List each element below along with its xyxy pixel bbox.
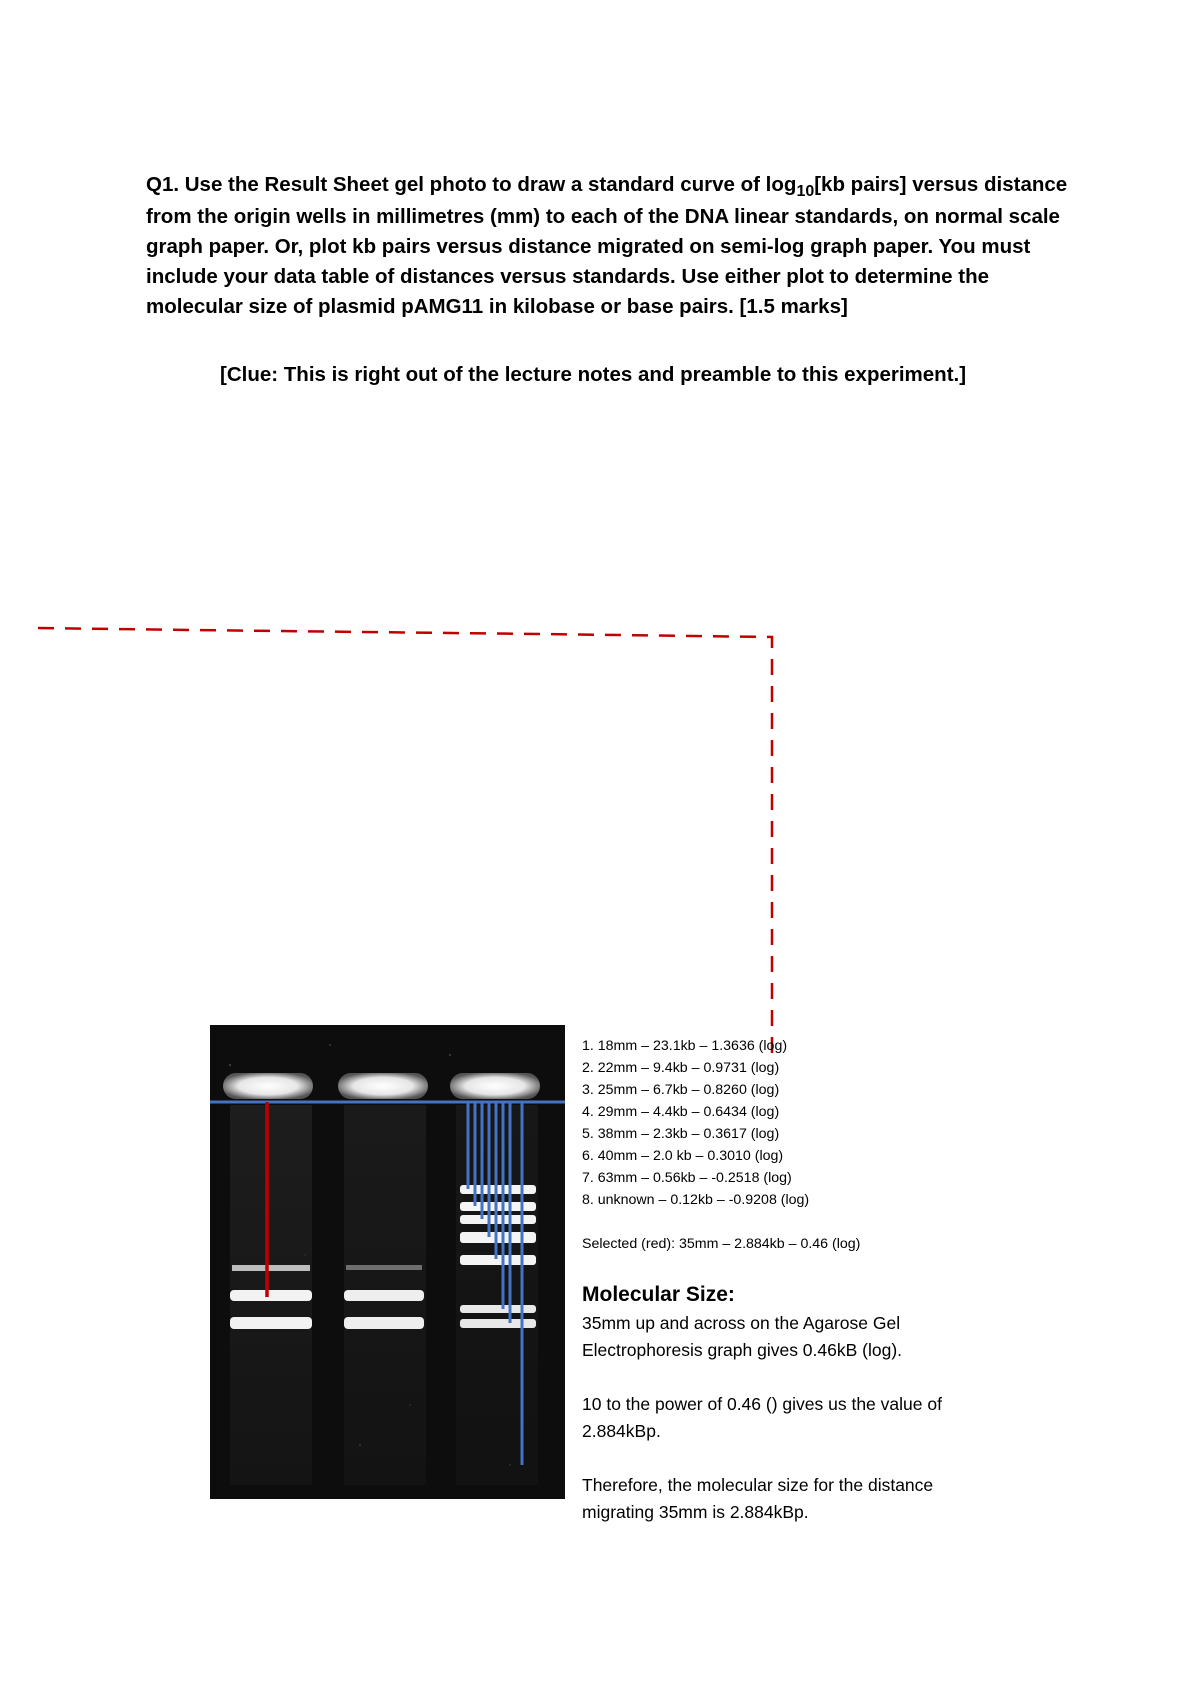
standards-list	[582, 1035, 962, 1255]
well-lane-1	[223, 1073, 313, 1099]
band	[460, 1185, 536, 1194]
band	[460, 1202, 536, 1211]
selected-line: Selected (red): 35mm – 2.884kb – 0.46 (log)	[582, 1236, 861, 1252]
standard-item: 2. 22mm – 9.4kb – 0.9731 (log)	[582, 1060, 780, 1076]
band	[460, 1305, 536, 1313]
clue-text: [Clue: This is right out of the lecture notes and preamble to this experiment.]	[220, 363, 967, 386]
standard-item: 8. unknown – 0.12kb – -0.9208 (log)	[582, 1192, 810, 1208]
standard-item: 5. 38mm – 2.3kb – 0.3617 (log)	[582, 1126, 780, 1142]
question-part-1: Use the Result Sheet gel photo to draw a standard curve of log	[184, 173, 797, 196]
log-subscript: 10	[796, 183, 815, 200]
standard-item: 7. 63mm – 0.56kb – -0.2518 (log)	[582, 1170, 792, 1186]
band	[460, 1319, 536, 1328]
standard-item: 3. 25mm – 6.7kb – 0.8260 (log)	[582, 1082, 780, 1098]
band	[460, 1215, 536, 1224]
band	[344, 1317, 424, 1329]
band	[232, 1265, 310, 1271]
band	[230, 1290, 312, 1301]
band	[346, 1265, 422, 1270]
molecular-paragraph-2: 10 to the power of 0.46 () gives us the value of 2.884kBp.	[582, 1394, 942, 1441]
well-lane-3	[450, 1073, 540, 1099]
molecular-paragraph-3: Therefore, the molecular size for the distance migrating 35mm is 2.884kBp.	[582, 1475, 934, 1522]
molecular-size-section	[582, 1280, 972, 1553]
band	[460, 1255, 536, 1265]
molecular-size-heading: Molecular Size:	[582, 1283, 735, 1306]
well-lane-2	[338, 1073, 428, 1099]
band	[460, 1232, 536, 1243]
molecular-paragraph-1: 35mm up and across on the Agarose Gel Electrophoresis graph gives 0.46kB (log).	[582, 1313, 903, 1360]
band	[230, 1317, 312, 1329]
question-part-2: [kb pairs] versus distance from the origin wells in millimetres (mm) to each of the DNA linear standards, on normal scale graph paper. Or, plot kb pairs versus distance migrated on semi-log graph paper. You must include your data table of distances versus standards. Use either plot to determine the molecular size of plasmid pAMG11 in kilobase or base pairs. [1.5 marks]	[146, 173, 1068, 318]
band	[344, 1290, 424, 1301]
question-label: Q1.	[146, 173, 180, 196]
gel-photo	[210, 1025, 565, 1499]
standard-item: 1. 18mm – 23.1kb – 1.3636 (log)	[582, 1038, 788, 1054]
standard-item: 4. 29mm – 4.4kb – 0.6434 (log)	[582, 1104, 780, 1120]
standard-item: 6. 40mm – 2.0 kb – 0.3010 (log)	[582, 1148, 784, 1164]
